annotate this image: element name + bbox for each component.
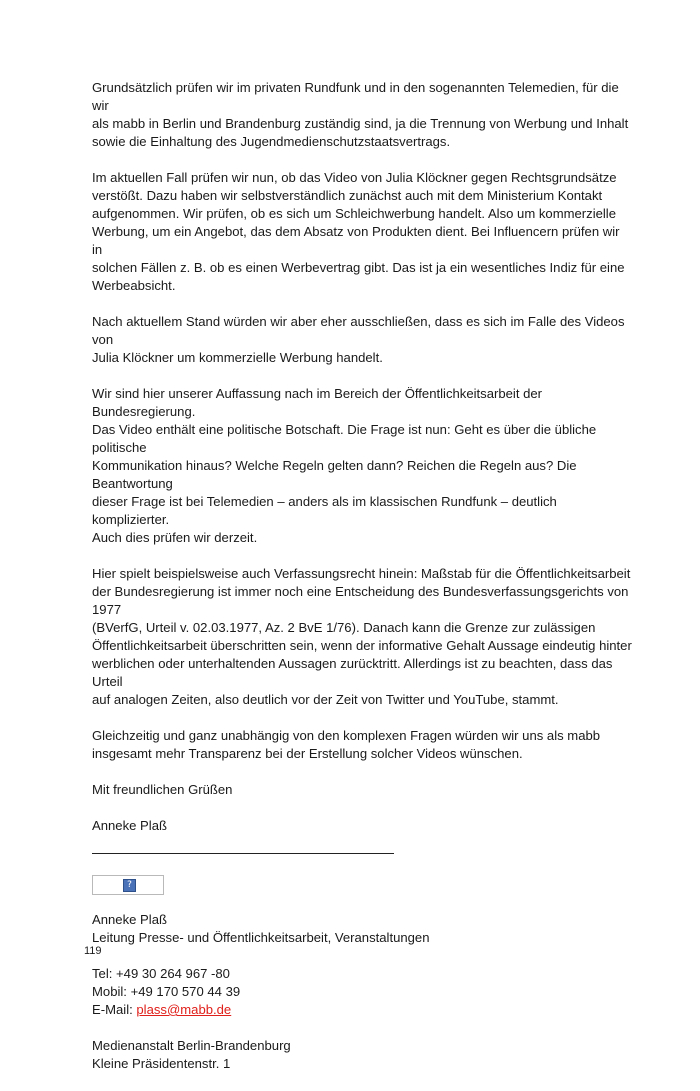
signature-divider bbox=[92, 853, 394, 854]
contact-name: Anneke Plaß bbox=[92, 912, 167, 927]
organization-address: Kleine Präsidentenstr. 1 bbox=[92, 1056, 231, 1071]
paragraph-6: Gleichzeitig und ganz unabhängig von den komplexen Fragen würden wir uns als mabb insgesamt mehr Transparenz bei der Erstellung solcher Videos wünschen. bbox=[92, 728, 601, 761]
email-link[interactable]: plass@mabb.de bbox=[136, 1002, 232, 1017]
signer-name: Anneke Plaß bbox=[92, 818, 167, 833]
paragraph-3: Nach aktuellem Stand würden wir aber eher ausschließen, dass es sich im Falle des Videos von Julia Klöckner um kommerzielle Werbung handelt. bbox=[92, 314, 625, 365]
email-label: E-Mail: bbox=[92, 1002, 137, 1017]
embedded-image-placeholder bbox=[92, 875, 164, 895]
paragraph-1: Grundsätzlich prüfen wir im privaten Rundfunk und in den sogenannten Telemedien, für die wir als mabb in Berlin und Brandenburg zuständig sind, ja die Trennung von Werbung und Inhalt sowie die Einhaltung des Jugendmedienschutzstaatsvertrags. bbox=[92, 80, 629, 149]
contact-email-row bbox=[92, 1001, 632, 1019]
contact-position: Leitung Presse- und Öffentlichkeitsarbeit, Veranstaltungen bbox=[92, 930, 430, 945]
closing-text: Mit freundlichen Grüßen bbox=[92, 782, 233, 797]
paragraph-2: Im aktuellen Fall prüfen wir nun, ob das Video von Julia Klöckner gegen Rechtsgrundsätze verstößt. Dazu haben wir selbstverständlich zunächst auch mit dem Ministerium Kontakt aufgenommen. Wir prüfen, ob es sich um Schleichwerbung handelt. Also um kommerzielle Werbung, um ein Angebot, das dem Absatz von Produkten dient. Bei Influencern prüfen wir in solchen Fällen z. B. ob es einen Werbevertrag gibt. Das ist ja ein wesentliches Indiz für eine Werbeabsicht. bbox=[92, 170, 625, 293]
page-number: 119 bbox=[84, 945, 102, 957]
contact-tel: Tel: +49 30 264 967 -80 bbox=[92, 966, 230, 981]
paragraph-5: Hier spielt beispielsweise auch Verfassungsrecht hinein: Maßstab für die Öffentlichkeitsarbeit der Bundesregierung ist immer noch eine Entscheidung des Bundesverfassungsgerichts von 1977 (BVerfG, Urteil v. 02.03.1977, Az. 2 BvE 1/76). Danach kann die Grenze zur zulässigen Öffentlichkeitsarbeit überschritten sein, wenn der informative Gehalt Aussage eindeutig hinter werblichen oder unterhaltenden Aussagen zurücktritt. Allerdings ist zu beachten, dass das Urteil auf analogen Zeiten, also deutlich vor der Zeit von Twitter und YouTube, stammt. bbox=[92, 566, 632, 707]
contact-details bbox=[92, 965, 632, 1019]
organization-name: Medienanstalt Berlin-Brandenburg bbox=[92, 1038, 291, 1053]
contact-organization bbox=[92, 1037, 632, 1073]
paragraph-4: Wir sind hier unserer Auffassung nach im Bereich der Öffentlichkeitsarbeit der Bundesregierung. Das Video enthält eine politische Botschaft. Die Frage ist nun: Geht es über die übliche politische Kommunikation hinaus? Welche Regeln gelten dann? Reichen die Regeln aus? Die Beantwortung dieser Frage ist bei Telemedien – anders als im klassischen Rundfunk – deutlich komplizierter. Auch dies prüfen wir derzeit. bbox=[92, 386, 597, 545]
broken-image-icon: ? bbox=[123, 879, 136, 892]
contact-identity bbox=[92, 911, 632, 947]
letter-page bbox=[92, 79, 632, 1091]
contact-mobile: Mobil: +49 170 570 44 39 bbox=[92, 984, 241, 999]
